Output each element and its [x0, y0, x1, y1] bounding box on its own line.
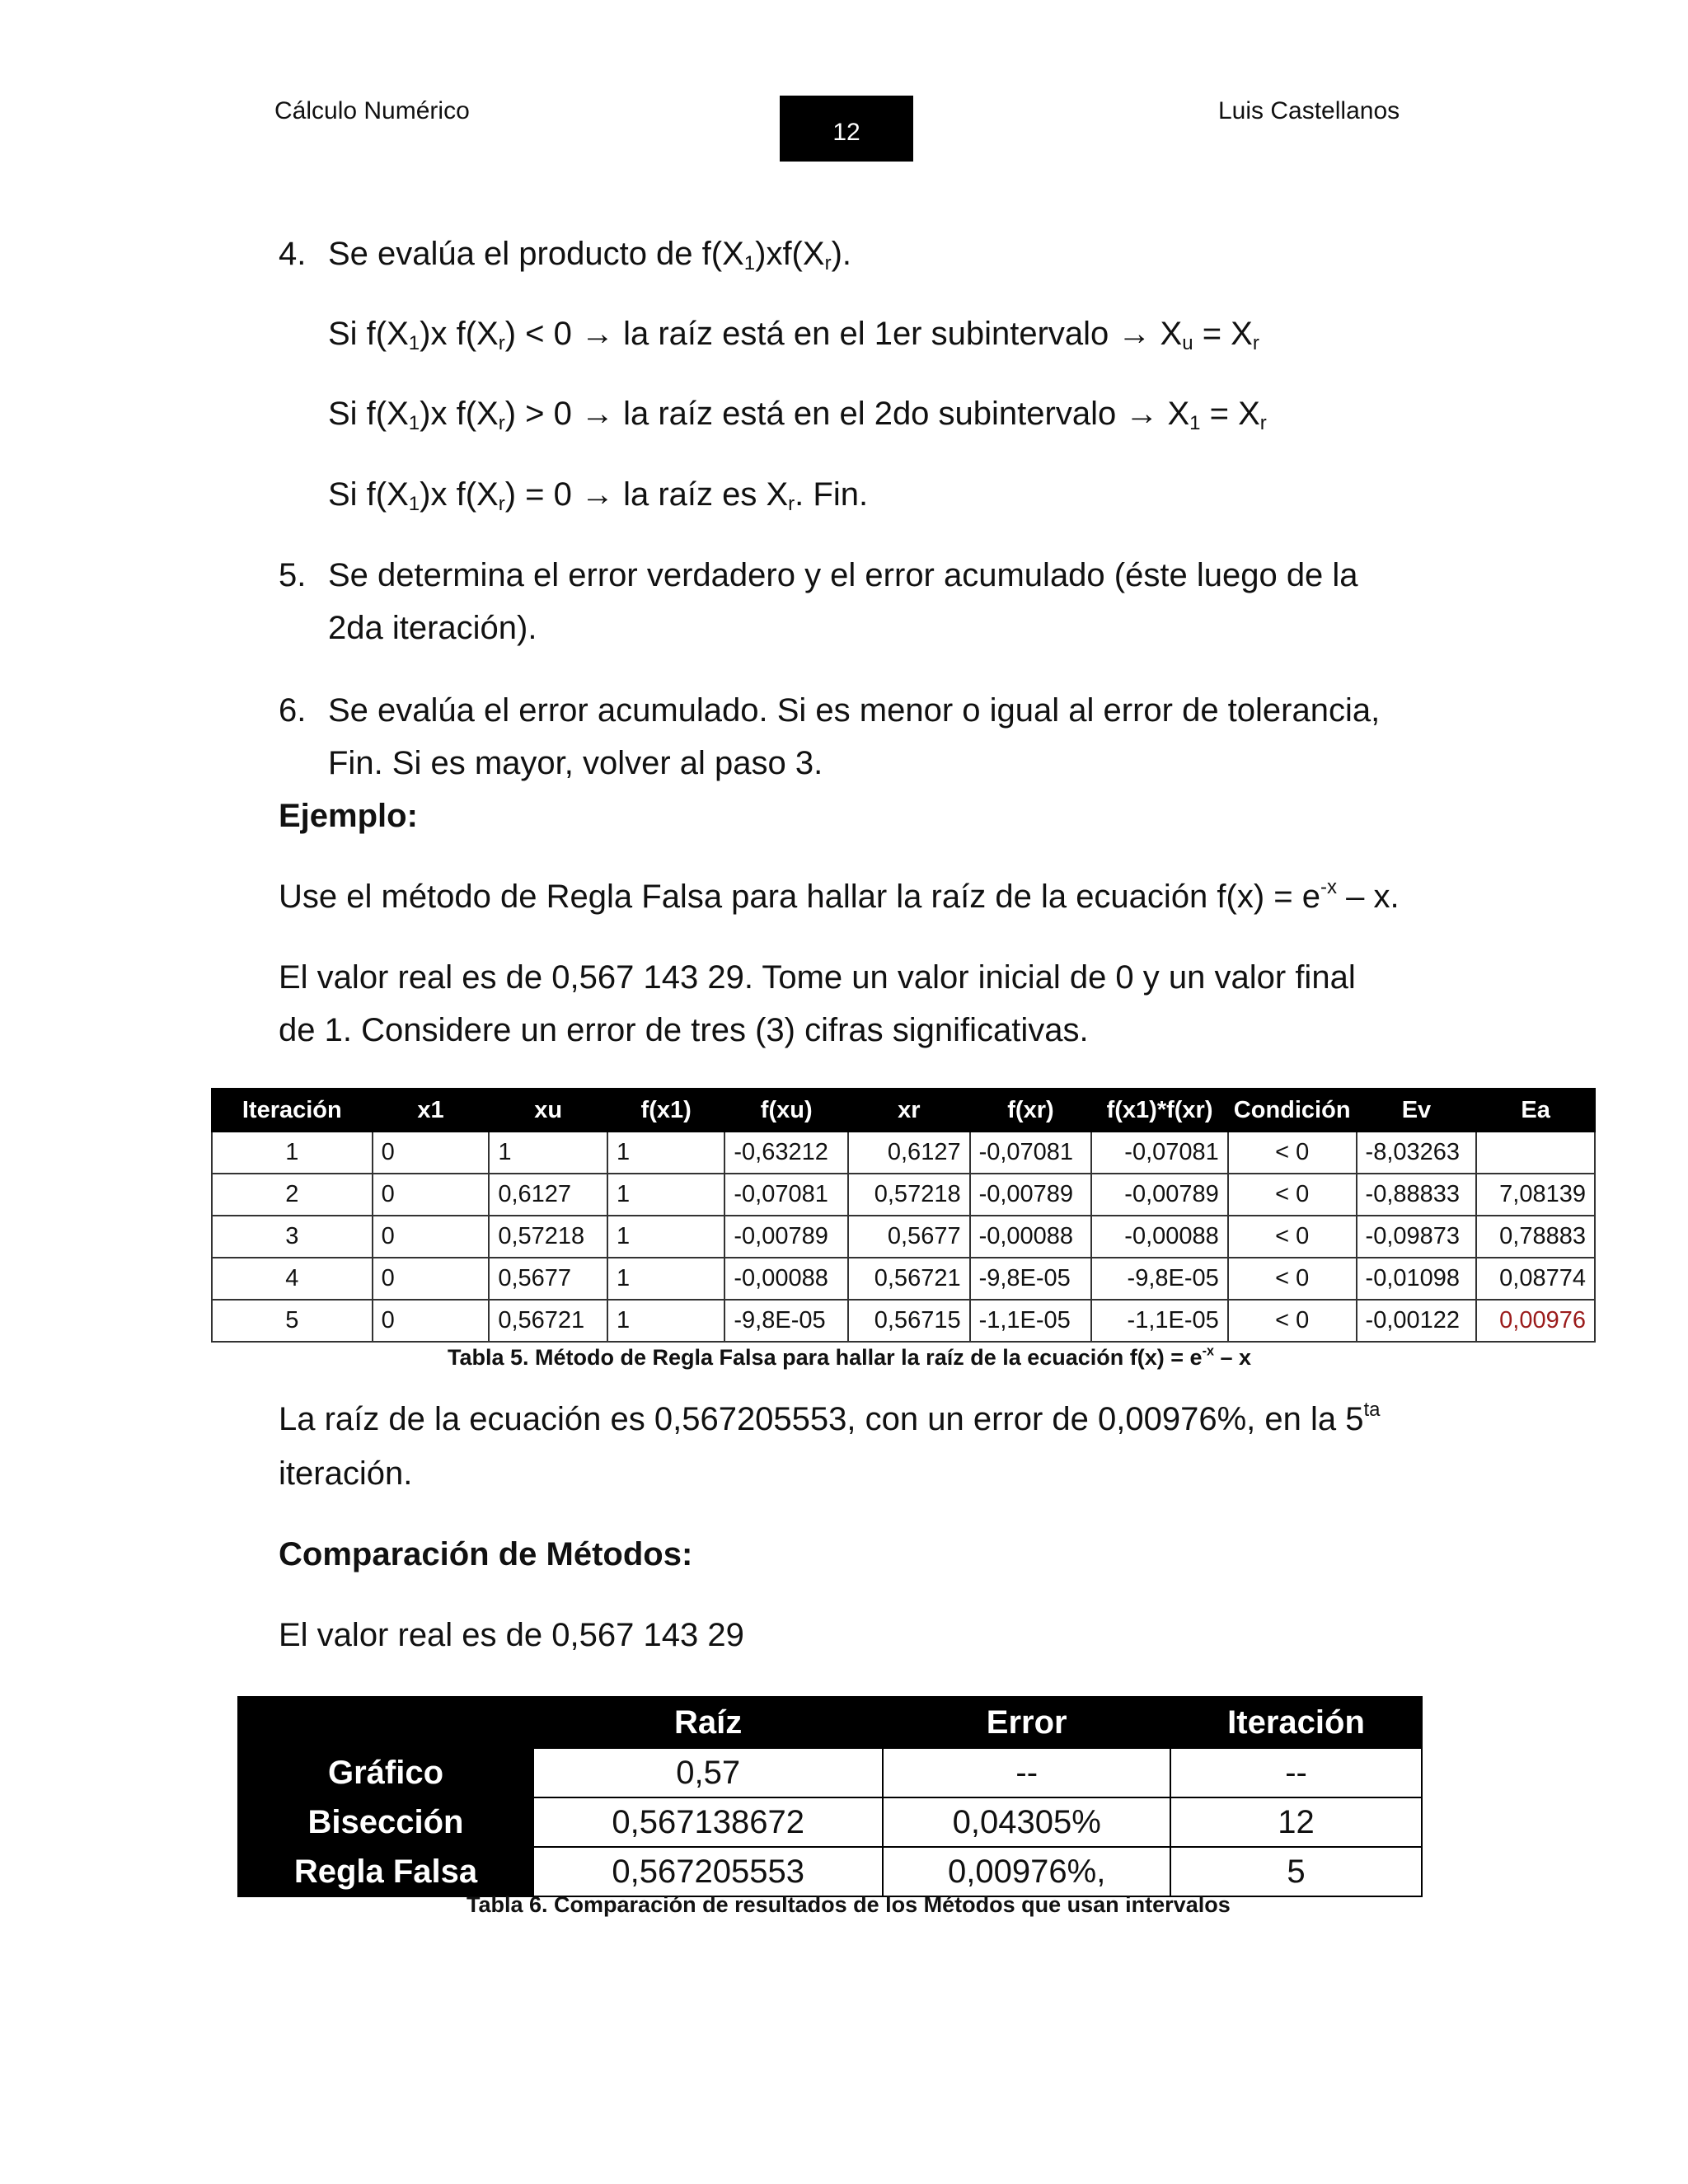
cell: 0 [373, 1174, 490, 1216]
example-line-3: de 1. Considere un error de tres (3) cifras significativas. [279, 1012, 1089, 1048]
example-line-1: Use el método de Regla Falsa para hallar la raíz de la ecuación $f(x) = e^{-x} - x$. [279, 876, 1400, 915]
table-row [212, 1258, 1595, 1300]
cell: 0,57218 [848, 1174, 970, 1216]
cell: 0,56721 [848, 1258, 970, 1300]
cell: -8,03263 [1357, 1132, 1477, 1174]
cell: 0,78883 [1476, 1216, 1595, 1258]
header-x1: x1 [373, 1089, 490, 1132]
header-fxu: f(xu) [724, 1089, 848, 1132]
cell: 0,57 [533, 1748, 883, 1797]
header-fx1: f(x1) [607, 1089, 724, 1132]
row-label: Bisección [238, 1797, 533, 1847]
cell: 0,56721 [489, 1300, 607, 1342]
header-xu: xu [489, 1089, 607, 1132]
cell: 0,04305% [883, 1797, 1170, 1847]
cell: 0,08774 [1476, 1258, 1595, 1300]
header-xr: xr [848, 1089, 970, 1132]
header-condicion: Condición [1228, 1089, 1357, 1132]
cell: 0 [373, 1258, 490, 1300]
cell: 12 [1170, 1797, 1422, 1847]
example-heading: Ejemplo: [279, 798, 418, 834]
header-ea: Ea [1476, 1089, 1595, 1132]
cell: 0,00976%, [883, 1847, 1170, 1896]
cell: 1 [607, 1174, 724, 1216]
cell: -0,01098 [1357, 1258, 1477, 1300]
header-raiz: Raíz [533, 1697, 883, 1748]
cell: -0,07081 [970, 1132, 1092, 1174]
result-line-2: iteración. [279, 1455, 413, 1492]
cell: -0,00088 [1091, 1216, 1227, 1258]
header-fxr: f(xr) [970, 1089, 1092, 1132]
cell: 0,567205553 [533, 1847, 883, 1896]
header-iteracion: Iteración [1170, 1697, 1422, 1748]
cell: 0,5677 [848, 1216, 970, 1258]
step-5-line-2: 2da iteración). [328, 610, 537, 646]
example-line-2: El valor real es de 0,567 143 29. Tome un valor inicial de 0 y un valor final [279, 959, 1356, 996]
cell: -0,07081 [724, 1174, 848, 1216]
cell: 1 [607, 1216, 724, 1258]
table-header-row [238, 1697, 1422, 1748]
cell: -0,09873 [1357, 1216, 1477, 1258]
cell: 0,56715 [848, 1300, 970, 1342]
cell: -0,00088 [970, 1216, 1092, 1258]
cell: -0,00088 [724, 1258, 848, 1300]
table-6-caption: Tabla 6. Comparación de resultados de los Métodos que usan intervalos [467, 1892, 1231, 1917]
cell: -0,00789 [1091, 1174, 1227, 1216]
cell: 1 [212, 1132, 373, 1174]
table-row [238, 1748, 1422, 1797]
cell: 3 [212, 1216, 373, 1258]
page-number-box: 12 [780, 96, 913, 162]
header-right-author: Luis Castellanos [1218, 97, 1400, 124]
table-row [212, 1174, 1595, 1216]
step-6-number: 6. [279, 692, 307, 729]
cell: < 0 [1228, 1132, 1357, 1174]
cell: < 0 [1228, 1300, 1357, 1342]
cell: -0,00789 [724, 1216, 848, 1258]
cell: < 0 [1228, 1258, 1357, 1300]
cell: -9,8E-05 [724, 1300, 848, 1342]
step-4-case-greater: Si $f(X_1)x$ $f(X_r) > 0$ → la raíz está en el 2do subintervalo → $X_1 = X_r$ [328, 396, 1267, 434]
result-line-1: La raíz de la ecuación es 0,567205553, con un error de 0,00976%, en la $5^{ta}$ [279, 1399, 1381, 1437]
cell: -0,07081 [1091, 1132, 1227, 1174]
cell: 0 [373, 1216, 490, 1258]
cell: -1,1E-05 [970, 1300, 1092, 1342]
step-5-line-1: Se determina el error verdadero y el error acumulado (éste luego de la [328, 557, 1358, 593]
row-label: Regla Falsa [238, 1847, 533, 1896]
cell: 0,6127 [848, 1132, 970, 1174]
cell [1476, 1132, 1595, 1174]
table-row [212, 1216, 1595, 1258]
table-row [212, 1132, 1595, 1174]
cell: -1,1E-05 [1091, 1300, 1227, 1342]
cell: 0 [373, 1132, 490, 1174]
comparison-real-value: El valor real es de 0,567 143 29 [279, 1617, 744, 1653]
cell: -9,8E-05 [970, 1258, 1092, 1300]
cell: -0,00789 [970, 1174, 1092, 1216]
cell: 5 [212, 1300, 373, 1342]
cell: 5 [1170, 1847, 1422, 1896]
header-left-title: Cálculo Numérico [274, 97, 470, 124]
header-iteracion: Iteración [212, 1089, 373, 1132]
cell: 1 [607, 1132, 724, 1174]
step-4-case-less: Si $f(X_1)x$ $f(X_r) < 0$ → la raíz está en el 1er subintervalo → $X_u = X_r$ [328, 316, 1259, 354]
step-4-text: Se evalúa el producto de $f(X_1)xf(X_r)$. [328, 236, 851, 274]
regla-falsa-iteration-table [211, 1088, 1596, 1343]
table-row [238, 1797, 1422, 1847]
comparison-heading: Comparación de Métodos: [279, 1536, 693, 1572]
cell: 1 [607, 1258, 724, 1300]
cell: 0 [373, 1300, 490, 1342]
cell: < 0 [1228, 1216, 1357, 1258]
step-6-line-1: Se evalúa el error acumulado. Si es menor o igual al error de tolerancia, [328, 692, 1381, 729]
cell: 7,08139 [1476, 1174, 1595, 1216]
cell: -0,63212 [724, 1132, 848, 1174]
table-header-row [212, 1089, 1595, 1132]
cell: -9,8E-05 [1091, 1258, 1227, 1300]
header-ev: Ev [1357, 1089, 1477, 1132]
step-4-number: 4. [279, 236, 307, 272]
cell: -- [1170, 1748, 1422, 1797]
cell: -0,88833 [1357, 1174, 1477, 1216]
cell: -- [883, 1748, 1170, 1797]
cell: -0,00122 [1357, 1300, 1477, 1342]
cell: 0,6127 [489, 1174, 607, 1216]
cell: 0,57218 [489, 1216, 607, 1258]
table-row [238, 1847, 1422, 1896]
cell: 0,5677 [489, 1258, 607, 1300]
cell: 2 [212, 1174, 373, 1216]
header-product: f(x1)*f(xr) [1091, 1089, 1227, 1132]
cell: 4 [212, 1258, 373, 1300]
cell: < 0 [1228, 1174, 1357, 1216]
row-label: Gráfico [238, 1748, 533, 1797]
table-row [212, 1300, 1595, 1342]
cell: 1 [607, 1300, 724, 1342]
step-6-line-2: Fin. Si es mayor, volver al paso 3. [328, 745, 823, 781]
step-5-number: 5. [279, 557, 307, 593]
highlighted-final-error-cell: 0,00976 [1476, 1300, 1595, 1342]
header-error: Error [883, 1697, 1170, 1748]
header-empty [238, 1697, 533, 1748]
step-4-case-equal: Si $f(X_1)x$ $f(X_r) = 0$ → la raíz es $X_r$. Fin. [328, 476, 869, 515]
cell: 0,567138672 [533, 1797, 883, 1847]
methods-comparison-table [237, 1696, 1423, 1897]
table-5-caption: Tabla 5. Método de Regla Falsa para hallar la raíz de la ecuación $f(x) = e^{-x} - x$ [448, 1343, 1252, 1370]
cell: 1 [489, 1132, 607, 1174]
